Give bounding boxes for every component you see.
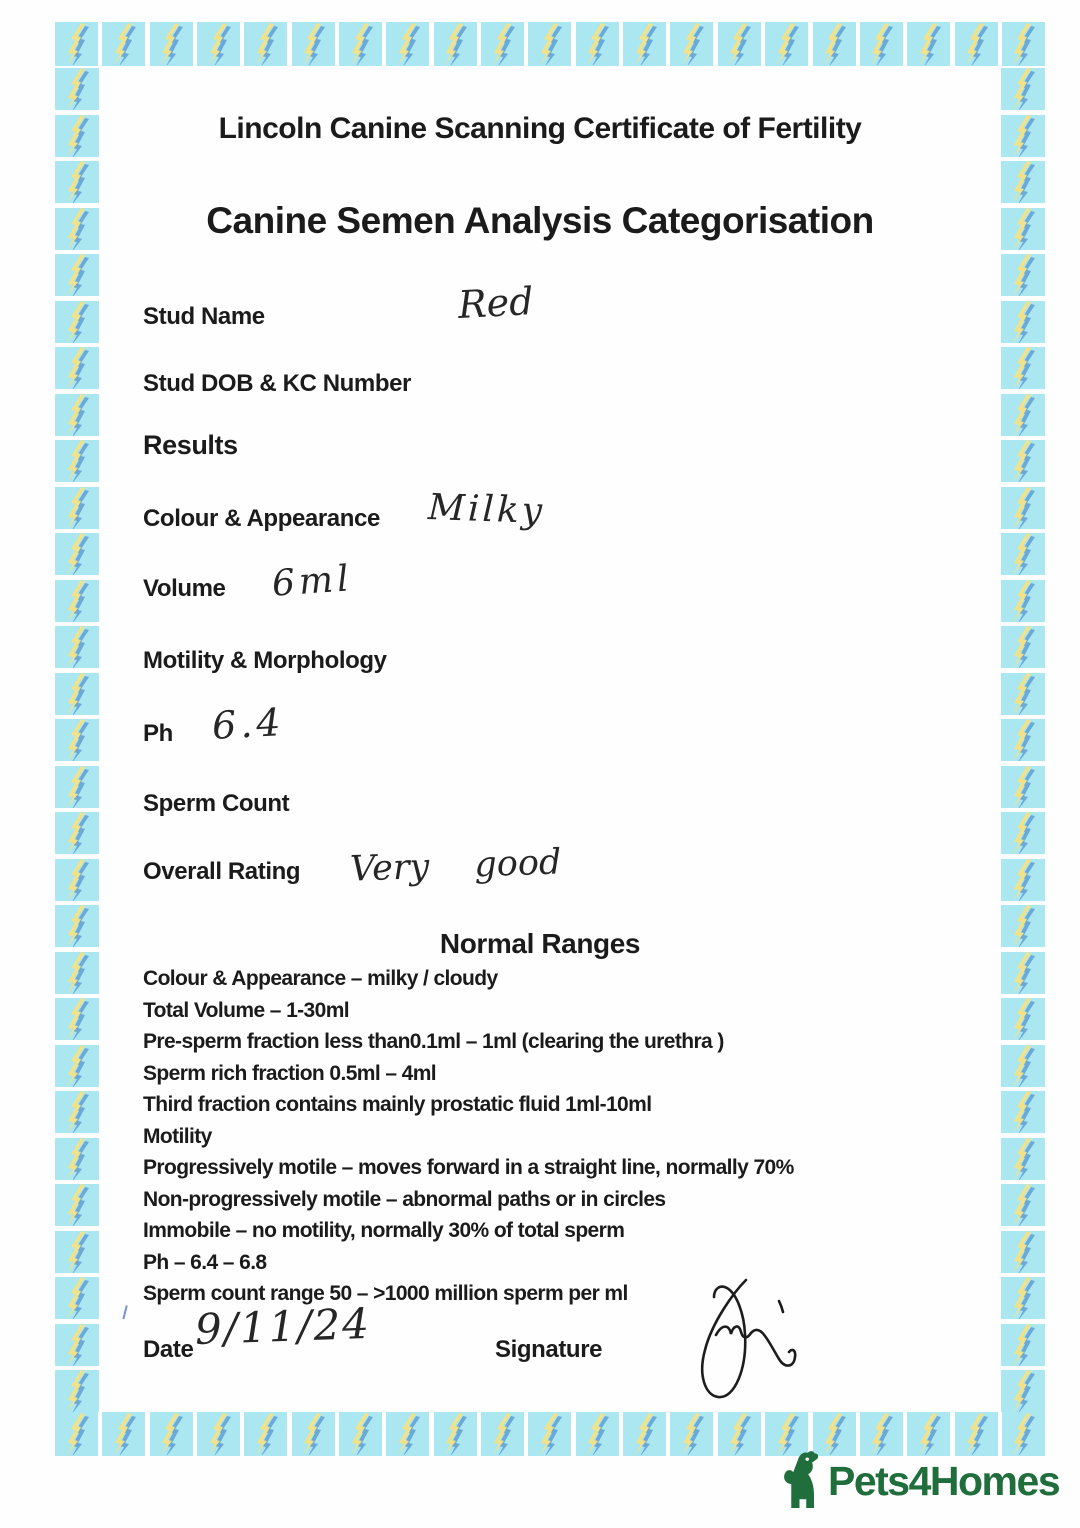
lightning-tile [244, 1412, 287, 1456]
lightning-tile [860, 22, 903, 66]
lightning-bolt-icon [442, 1413, 468, 1455]
lightning-tile [339, 1412, 382, 1456]
date-value-handwriting: 9/11/24 [194, 1298, 372, 1355]
lightning-tile [1001, 998, 1045, 1040]
normal-range-line: Third fraction contains mainly prostatic fluid 1ml-10ml [143, 1093, 652, 1116]
dog-icon [776, 1450, 822, 1508]
lightning-bolt-icon [64, 1045, 90, 1087]
lightning-bolt-icon [632, 1413, 658, 1455]
lightning-bolt-icon [1010, 998, 1036, 1040]
lightning-tile [1001, 1231, 1045, 1273]
lightning-bolt-icon [916, 23, 942, 65]
lightning-bolt-icon [584, 23, 610, 65]
lightning-bolt-icon [868, 1413, 894, 1455]
stud-name-label: Stud Name [143, 303, 265, 330]
lightning-bolt-icon [726, 1413, 752, 1455]
lightning-tile [623, 1412, 666, 1456]
lightning-tile [1001, 68, 1045, 110]
field-motility-morphology [0, 647, 1080, 687]
colour-appearance-value-handwriting: Milky [427, 486, 546, 533]
lightning-bolt-icon [963, 23, 989, 65]
lightning-bolt-icon [868, 23, 894, 65]
lightning-bolt-icon [1010, 1138, 1036, 1180]
lightning-bolt-icon [1010, 254, 1036, 296]
lightning-bolt-icon [1010, 68, 1036, 110]
lightning-bolt-icon [64, 254, 90, 296]
lightning-tile [292, 1412, 335, 1456]
lightning-bolt-icon [64, 1231, 90, 1273]
lightning-tile [1001, 1277, 1045, 1319]
lightning-bolt-icon [1010, 1231, 1036, 1273]
lightning-tile [197, 1412, 240, 1456]
lightning-bolt-icon [442, 23, 468, 65]
certificate-subtitle: Canine Semen Analysis Categorisation [206, 200, 874, 241]
normal-ranges-list [143, 963, 973, 1310]
sperm-count-label: Sperm Count [143, 790, 290, 817]
lightning-tile [623, 22, 666, 66]
lightning-bolt-icon [64, 1184, 90, 1226]
lightning-bolt-icon [64, 68, 90, 110]
lightning-bolt-icon [395, 1413, 421, 1455]
lightning-tile [576, 1412, 619, 1456]
border-top [55, 22, 1045, 66]
lightning-bolt-icon [206, 23, 232, 65]
pets4homes-logo [776, 1450, 1059, 1508]
lightning-tile [386, 22, 429, 66]
lightning-bolt-icon [774, 1413, 800, 1455]
lightning-bolt-icon [348, 23, 374, 65]
overall-rating-value-handwriting: Very good [349, 842, 562, 890]
lightning-bolt-icon [253, 23, 279, 65]
lightning-tile [718, 22, 761, 66]
lightning-bolt-icon [584, 1413, 610, 1455]
field-stud-dob-kc [0, 370, 1080, 410]
lightning-tile [55, 1138, 99, 1180]
lightning-tile [1001, 1091, 1045, 1133]
lightning-tile [1001, 1184, 1045, 1226]
normal-range-line: Sperm count range 50 – >1000 million sperm per ml [143, 1282, 628, 1305]
lightning-tile [528, 22, 571, 66]
lightning-bolt-icon [253, 1413, 279, 1455]
normal-range-line: Pre-sperm fraction less than0.1ml – 1ml (clearing the urethra ) [143, 1030, 724, 1053]
lightning-bolt-icon [64, 1370, 90, 1412]
field-colour-appearance [0, 486, 1080, 545]
lightning-bolt-icon [537, 1413, 563, 1455]
normal-range-line: Non-progressively motile – abnormal paths or in circles [143, 1187, 666, 1211]
lightning-tile [434, 1412, 477, 1456]
lightning-bolt-icon [963, 1413, 989, 1455]
lightning-bolt-icon [1010, 1277, 1036, 1319]
lightning-bolt-icon [1010, 161, 1036, 203]
lightning-bolt-icon [821, 1413, 847, 1455]
lightning-bolt-icon [64, 1138, 90, 1180]
field-ph [0, 700, 1080, 760]
normal-range-line: Motility [143, 1124, 212, 1148]
lightning-tile [1001, 1045, 1045, 1087]
lightning-tile [1001, 254, 1045, 296]
certificate-title: Lincoln Canine Scanning Certificate of Fertility [218, 112, 862, 145]
lightning-tile [386, 1412, 429, 1456]
lightning-bolt-icon [821, 23, 847, 65]
lightning-tile [150, 22, 193, 66]
lightning-tile [55, 1091, 99, 1133]
lightning-bolt-icon [158, 23, 184, 65]
lightning-bolt-icon [300, 1413, 326, 1455]
stray-pen-mark [122, 1305, 133, 1321]
lightning-tile [434, 22, 477, 66]
lightning-tile [150, 1412, 193, 1456]
lightning-tile [670, 1412, 713, 1456]
lightning-bolt-icon [111, 23, 137, 65]
lightning-bolt-icon [1010, 1091, 1036, 1133]
lightning-tile [528, 1412, 571, 1456]
normal-range-line: Sperm rich fraction 0.5ml – 4ml [143, 1061, 437, 1085]
date-label: Date [143, 1336, 194, 1363]
lightning-tile [481, 1412, 524, 1456]
lightning-tile [765, 22, 808, 66]
lightning-bolt-icon [348, 1413, 374, 1455]
lightning-tile [55, 68, 99, 110]
lightning-tile [1002, 22, 1045, 66]
lightning-bolt-icon [64, 161, 90, 203]
normal-range-line: Ph – 6.4 – 6.8 [143, 1250, 267, 1274]
lightning-tile [55, 22, 98, 66]
signature-handwriting [618, 1272, 833, 1412]
lightning-tile [1001, 1138, 1045, 1180]
normal-ranges-heading: Normal Ranges [439, 928, 641, 959]
lightning-bolt-icon [64, 1091, 90, 1133]
lightning-tile [670, 22, 713, 66]
lightning-tile [339, 22, 382, 66]
lightning-bolt-icon [1010, 1413, 1036, 1455]
lightning-tile [55, 998, 99, 1040]
lightning-bolt-icon [1010, 1370, 1036, 1412]
motility-morphology-label: Motility & Morphology [143, 647, 387, 674]
lightning-tile [1001, 161, 1045, 203]
field-sperm-count [0, 790, 1080, 830]
normal-range-line: Immobile – no motility, normally 30% of total sperm [143, 1219, 625, 1242]
lightning-bolt-icon [1010, 23, 1036, 65]
field-volume [0, 558, 1080, 615]
lightning-bolt-icon [64, 1413, 90, 1455]
lightning-bolt-icon [490, 23, 516, 65]
lightning-bolt-icon [300, 23, 326, 65]
lightning-bolt-icon [158, 1413, 184, 1455]
lightning-tile [55, 161, 99, 203]
lightning-bolt-icon [537, 23, 563, 65]
lightning-tile [102, 1412, 145, 1456]
lightning-tile [102, 22, 145, 66]
normal-range-line: Total Volume – 1-30ml [143, 998, 350, 1022]
lightning-tile [55, 1045, 99, 1087]
lightning-tile [813, 22, 856, 66]
results-label: Results [143, 430, 238, 460]
lightning-tile [55, 1412, 98, 1456]
lightning-tile [55, 1231, 99, 1273]
lightning-bolt-icon [206, 1413, 232, 1455]
signature-label: Signature [495, 1336, 603, 1363]
field-overall-rating [0, 842, 1080, 898]
lightning-tile [197, 22, 240, 66]
lightning-tile [1001, 1370, 1045, 1412]
lightning-tile [55, 1184, 99, 1226]
lightning-bolt-icon [679, 23, 705, 65]
lightning-tile [718, 1412, 761, 1456]
lightning-tile [907, 22, 950, 66]
stud-name-value-handwriting: Red [456, 279, 535, 327]
volume-label: Volume [143, 575, 226, 602]
lightning-tile [55, 1370, 99, 1412]
lightning-bolt-icon [726, 23, 752, 65]
volume-value-handwriting: 6ml [270, 558, 354, 605]
lightning-bolt-icon [679, 1413, 705, 1455]
normal-range-line: Progressively motile – moves forward in a straight line, normally 70% [143, 1156, 794, 1179]
lightning-bolt-icon [774, 23, 800, 65]
lightning-tile [955, 22, 998, 66]
section-results [0, 430, 1080, 470]
lightning-tile [55, 1277, 99, 1319]
lightning-tile [244, 22, 287, 66]
lightning-bolt-icon [490, 1413, 516, 1455]
colour-appearance-label: Colour & Appearance [143, 505, 380, 532]
lightning-bolt-icon [64, 23, 90, 65]
stud-dob-kc-label: Stud DOB & KC Number [143, 370, 412, 397]
lightning-bolt-icon [64, 1277, 90, 1319]
lightning-bolt-icon [916, 1413, 942, 1455]
field-stud-name [0, 279, 1080, 343]
pets4homes-wordmark: Pets4Homes [828, 1458, 1060, 1504]
lightning-bolt-icon [1010, 1184, 1036, 1226]
lightning-bolt-icon [632, 23, 658, 65]
lightning-bolt-icon [64, 998, 90, 1040]
lightning-tile [292, 22, 335, 66]
overall-rating-label: Overall Rating [143, 858, 301, 885]
lightning-tile [481, 22, 524, 66]
lightning-bolt-icon [1010, 1045, 1036, 1087]
ph-value-handwriting: 6.4 [210, 700, 286, 748]
lightning-bolt-icon [395, 23, 421, 65]
lightning-tile [576, 22, 619, 66]
lightning-tile [55, 254, 99, 296]
lightning-bolt-icon [111, 1413, 137, 1455]
ph-label: Ph [143, 720, 173, 747]
normal-range-line: Colour & Appearance – milky / cloudy [143, 967, 498, 990]
